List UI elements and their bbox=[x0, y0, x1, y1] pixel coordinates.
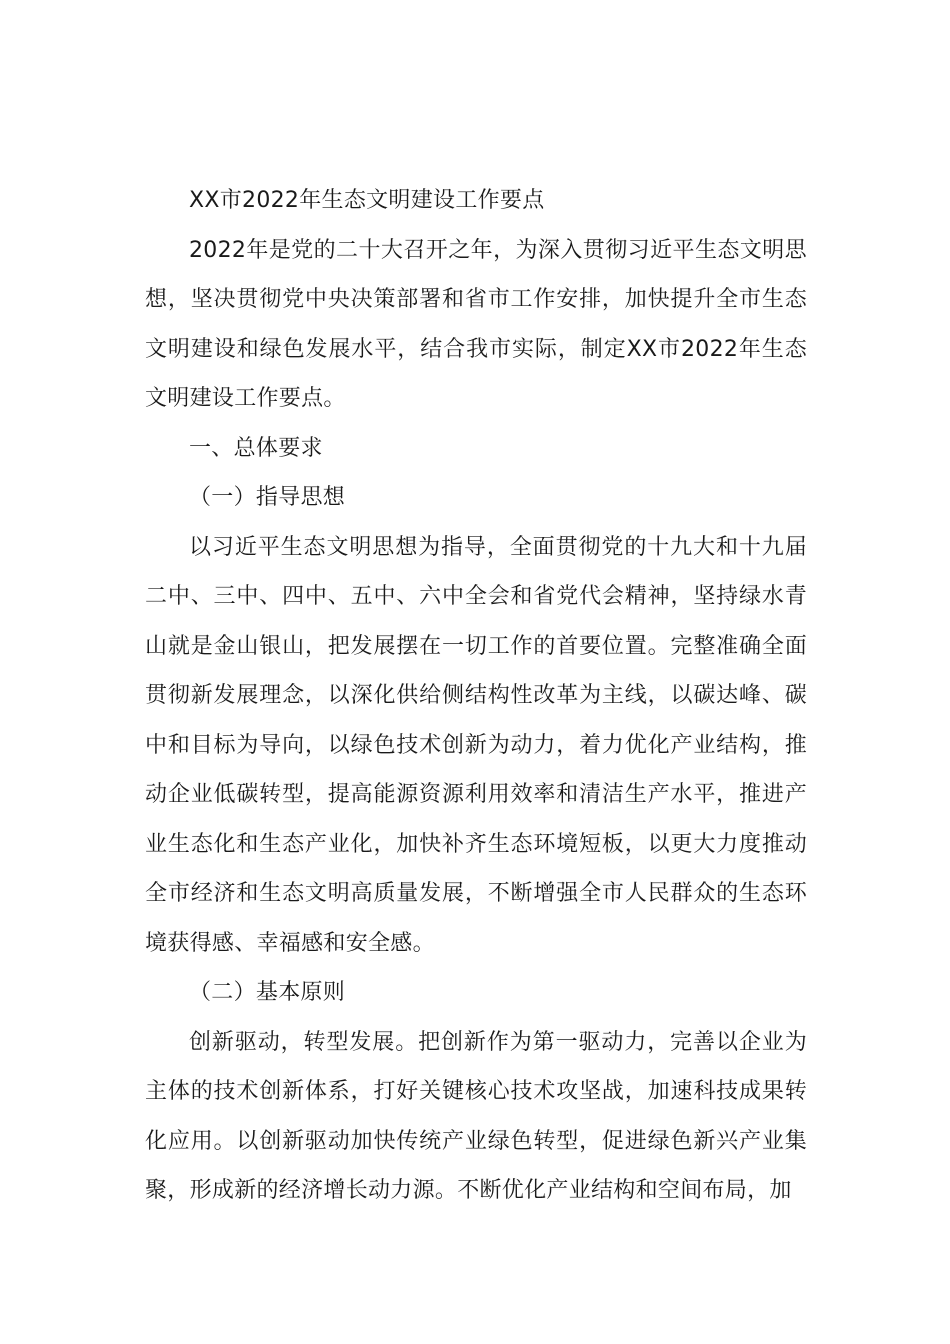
document-title: XX市2022年生态文明建设工作要点 bbox=[189, 188, 545, 213]
principle-paragraph: 创新驱动，转型发展。把创新作为第一驱动力，完善以企业为主体的技术创新体系，打好关键核心技术攻坚战，加速科技成果转化应用。以创新驱动加快传统产业绿色转型，促进绿色新兴产业集聚，形成新的经济增长动力源。不断优化产业结构和空间布局，加 bbox=[145, 1029, 807, 1203]
subsection-heading: （一）指导思想 bbox=[189, 485, 346, 510]
document-body bbox=[145, 176, 807, 1216]
intro-paragraph: 2022年是党的二十大召开之年，为深入贯彻习近平生态文明思想，坚决贯彻党中央决策部署和省市工作安排，加快提升全市生态文明建设和绿色发展水平，结合我市实际，制定XX市2022年生态文明建设工作要点。 bbox=[145, 237, 807, 411]
section-heading: 一、总体要求 bbox=[189, 435, 323, 461]
subsection-heading: （二）基本原则 bbox=[189, 980, 346, 1005]
guiding-thought-paragraph: 以习近平生态文明思想为指导，全面贯彻党的十九大和十九届二中、三中、四中、五中、六中全会和省党代会精神，坚持绿水青山就是金山银山，把发展摆在一切工作的首要位置。完整准确全面贯彻新发展理念，以深化供给侧结构性改革为主线，以碳达峰、碳中和目标为导向，以绿色技术创新为动力，着力优化产业结构，推动企业低碳转型，提高能源资源利用效率和清洁生产水平，推进产业生态化和生态产业化，加快补齐生态环境短板，以更大力度推动全市经济和生态文明高质量发展，不断增强全市人民群众的生态环境获得感、幸福感和安全感。 bbox=[145, 534, 807, 956]
